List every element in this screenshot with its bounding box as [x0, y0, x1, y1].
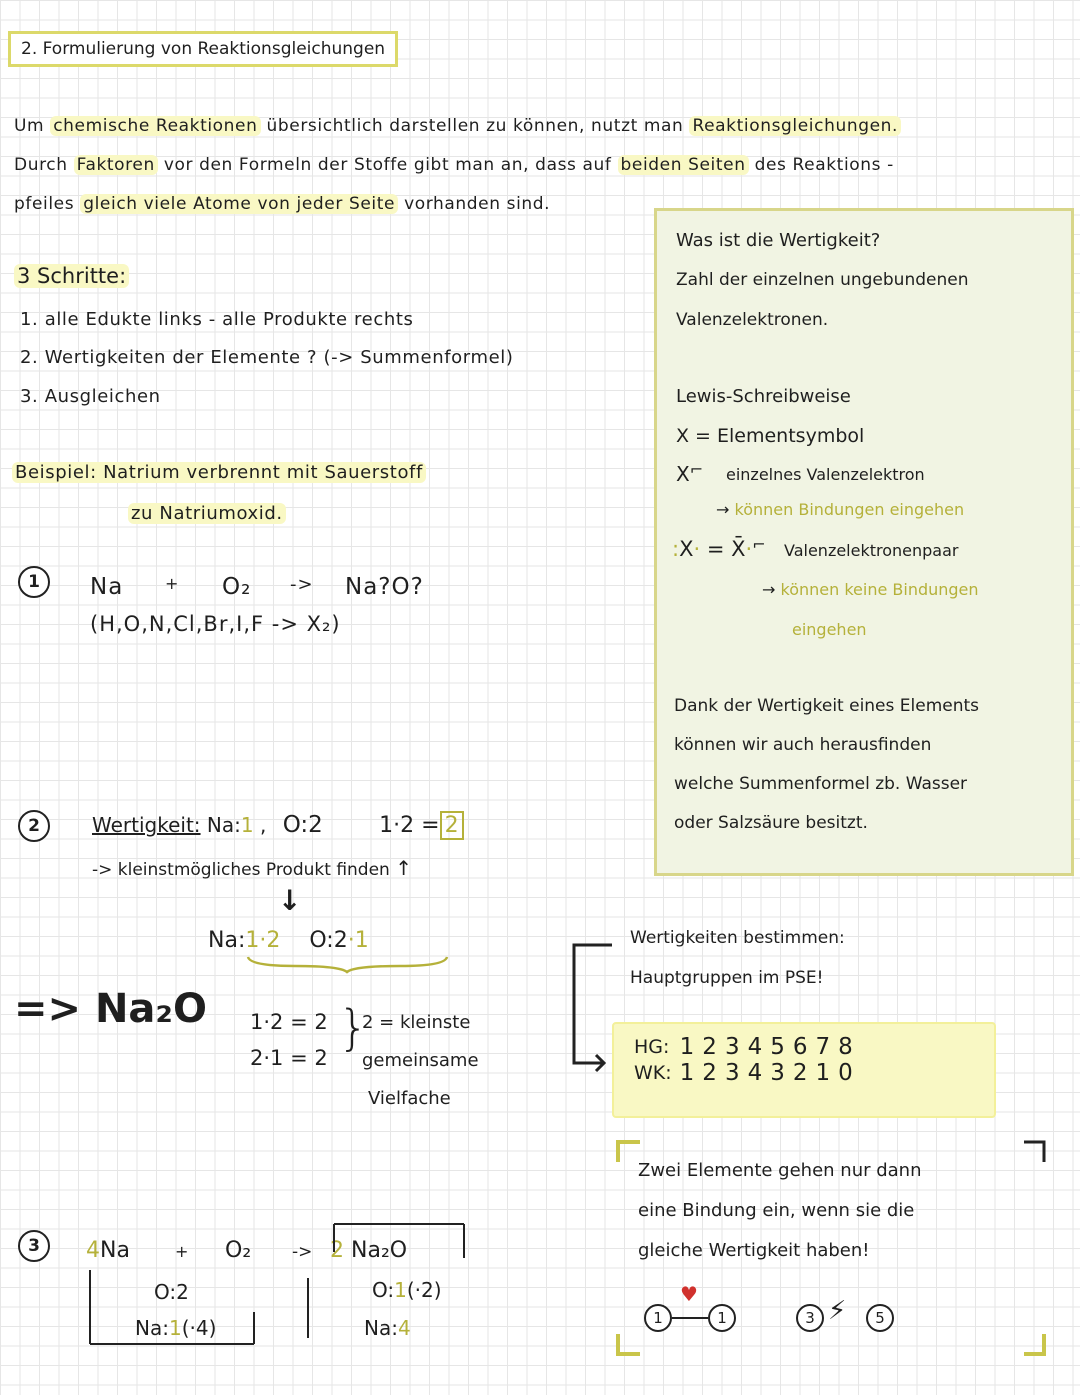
no-bond-atom-2: 5 [866, 1304, 894, 1332]
calc-1: 1·2 = 2 [250, 1010, 328, 1034]
step-1-na: Na [90, 574, 124, 600]
bond-atom-2: 1 [708, 1304, 736, 1332]
rule-line-2: eine Bindung ein, wenn sie die [638, 1200, 915, 1221]
left-na: Na [100, 1238, 130, 1263]
right-coefficient: 2 [330, 1238, 344, 1263]
example-line-1 [12, 462, 426, 483]
step-2-circle: 2 [18, 810, 50, 842]
step-1-circle: 1 [18, 566, 50, 598]
hg-cell: 3 [724, 1034, 740, 1060]
arrow-right-icon: → [762, 580, 776, 599]
intro-line-3 [14, 194, 550, 214]
info-def-5: können keine Bindungen [780, 580, 979, 599]
lewis-single-symbol: X⌐ [676, 460, 704, 486]
intro-highlight: Reaktionsgleichungen. [689, 116, 901, 136]
down-arrow-icon: ↓ [278, 884, 302, 917]
page-title: 2. Formulierung von Reaktionsgleichungen [8, 31, 398, 67]
intro-text: Um [14, 116, 45, 136]
mult-o-value: ·1 [347, 928, 369, 953]
wertigkeit-label: Wertigkeit: [92, 813, 201, 837]
intro-text: des Reaktions - [754, 155, 894, 175]
info-dank-2: können wir auch herausfinden [674, 735, 932, 755]
info-def-1: X = Elementsymbol [676, 425, 865, 447]
brace-text-3: Vielfache [368, 1088, 451, 1109]
right-na-value: 4 [397, 1316, 411, 1340]
connector-arrow-icon [566, 935, 616, 1080]
step-2-hint-line [92, 856, 412, 880]
example-line-2 [128, 503, 286, 524]
right-na-label: Na: [364, 1316, 398, 1340]
info-dank-3: welche Summenformel zb. Wasser [674, 774, 968, 794]
step-1-arrow: -> [290, 574, 314, 595]
curly-brace-icon [245, 954, 450, 974]
hg-label: HG: [634, 1036, 670, 1058]
example-highlight [12, 462, 426, 483]
arrow-right-icon: → [716, 500, 730, 519]
na-label: Na: [206, 813, 241, 837]
intro-highlight: Faktoren [74, 155, 158, 175]
bond-line [672, 1317, 708, 1319]
hg-cell: 4 [747, 1034, 763, 1060]
intro-line-2 [14, 155, 894, 175]
rule-line-1: Zwei Elemente gehen nur dann [638, 1160, 922, 1181]
calc-2: 2·1 = 2 [250, 1046, 328, 1070]
info-def-4: Valenzelektronenpaar [784, 541, 959, 560]
wk-cell: 3 [724, 1060, 740, 1086]
info-def-3-line [716, 500, 964, 519]
right-o-mult: (·2) [406, 1278, 442, 1302]
info-def-3: können Bindungen eingehen [734, 500, 965, 519]
hg-cell: 1 [679, 1034, 695, 1060]
info-def-2: einzelnes Valenzelektron [726, 465, 925, 484]
lightning-icon: ⚡ [828, 1296, 847, 1326]
hg-cell: 6 [792, 1034, 808, 1060]
step-2-result: => Na₂O [14, 986, 207, 1032]
step-item: 3. Ausgleichen [20, 386, 161, 407]
left-na-value: 1 [168, 1316, 182, 1340]
info-dank-4: oder Salzsäure besitzt. [674, 813, 868, 833]
step-3-right-na [364, 1316, 411, 1340]
step-item: 2. Wertigkeiten der Elemente ? (-> Summenformel) [20, 347, 514, 368]
mult-na-label: Na: [208, 928, 246, 953]
wk-cell: 1 [815, 1060, 831, 1086]
wk-row [634, 1060, 861, 1086]
hg-cell: 8 [838, 1034, 853, 1060]
step-3-left-na [135, 1316, 216, 1340]
determine-line-1: Wertigkeiten bestimmen: [630, 928, 845, 948]
step-3-right-o [372, 1278, 442, 1302]
brace-text-2: gemeinsame [362, 1050, 479, 1071]
info-answer-1: Zahl der einzelnen ungebundenen [676, 270, 969, 290]
intro-text: vorhanden sind. [404, 194, 551, 214]
o-value: O:2 [282, 812, 323, 838]
intro-highlight: chemische Reaktionen [50, 116, 260, 136]
step-1-product: Na?O? [345, 574, 424, 600]
rule-line-3: gleiche Wertigkeit haben! [638, 1240, 870, 1261]
step-2-multipliers [208, 928, 369, 953]
intro-text: Durch [14, 155, 68, 175]
hg-cell: 5 [770, 1034, 785, 1060]
na-value: 1 [240, 813, 254, 837]
separator: , [259, 813, 267, 837]
brace-icon: } [338, 1000, 369, 1056]
bond-atom-1: 1 [644, 1304, 672, 1332]
step-3-plus: + [175, 1242, 189, 1261]
right-o-value: 1 [394, 1278, 407, 1302]
wk-cell: 2 [702, 1060, 717, 1086]
example-text-2: zu Natriumoxid. [128, 503, 286, 524]
right-formula: Na₂O [351, 1238, 408, 1263]
brace-text-1: 2 = kleinste [362, 1012, 471, 1033]
intro-text: vor den Formeln der Stoffe gibt man an, dass auf [163, 155, 612, 175]
hg-cell: 7 [815, 1034, 831, 1060]
wk-cell: 3 [770, 1060, 785, 1086]
step-1-o2: O₂ [222, 574, 252, 600]
lewis-pair-symbol: :X· = X̄·⌐ [672, 535, 766, 561]
step-3-arrow: -> [292, 1242, 313, 1262]
step-1-note: (H,O,N,Cl,Br,I,F -> X₂) [90, 612, 341, 636]
steps-heading [14, 264, 129, 288]
intro-line-1 [14, 116, 901, 136]
info-answer-2: Valenzelektronen. [676, 310, 829, 330]
intro-highlight: beiden Seiten [618, 155, 749, 175]
intro-text: pfeiles [14, 194, 75, 214]
left-na-label: Na: [135, 1316, 169, 1340]
info-def-6: eingehen [792, 620, 867, 639]
step-1-plus: + [165, 574, 180, 593]
step-item: 1. alle Edukte links - alle Produkte rechts [20, 309, 414, 330]
wk-label: WK: [634, 1062, 672, 1084]
intro-highlight: gleich viele Atome von jeder Seite [80, 194, 398, 214]
step-2-line [92, 812, 464, 838]
product-box: 2 [440, 811, 464, 840]
info-def-5-line [762, 580, 979, 599]
product-calc: 1·2 = [379, 813, 440, 838]
intro-text: übersichtlich darstellen zu können, nutzt man [266, 116, 684, 136]
example-label: Beispiel: [15, 462, 97, 483]
steps-heading-text: 3 Schritte: [14, 264, 129, 288]
left-coefficient: 4 [86, 1238, 100, 1263]
step-3-o2: O₂ [225, 1238, 252, 1263]
wk-cell: 0 [838, 1060, 853, 1086]
heart-icon: ♥ [680, 1282, 698, 1306]
mult-o-label: O:2 [309, 928, 348, 953]
step-3-circle: 3 [18, 1230, 50, 1262]
step-3-left-o: O:2 [154, 1280, 189, 1304]
info-dank-1: Dank der Wertigkeit eines Elements [674, 696, 980, 716]
info-question: Was ist die Wertigkeit? [676, 230, 881, 251]
hint-text: -> kleinstmögliches Produkt finden [92, 860, 390, 880]
left-na-mult: (·4) [181, 1316, 217, 1340]
example-text: Natrium verbrennt mit Sauerstoff [103, 462, 423, 483]
hg-row [634, 1034, 861, 1060]
right-o-label: O: [372, 1278, 395, 1302]
determine-line-2: Hauptgruppen im PSE! [630, 968, 824, 988]
wk-cell: 4 [747, 1060, 763, 1086]
valence-table [634, 1034, 861, 1086]
hg-cell: 2 [702, 1034, 717, 1060]
wk-cell: 1 [679, 1060, 695, 1086]
mult-na-value: 1·2 [245, 928, 281, 953]
wk-cell: 2 [792, 1060, 808, 1086]
up-arrow-icon: ↑ [395, 856, 412, 880]
no-bond-atom-1: 3 [796, 1304, 824, 1332]
info-lewis: Lewis-Schreibweise [676, 386, 851, 407]
